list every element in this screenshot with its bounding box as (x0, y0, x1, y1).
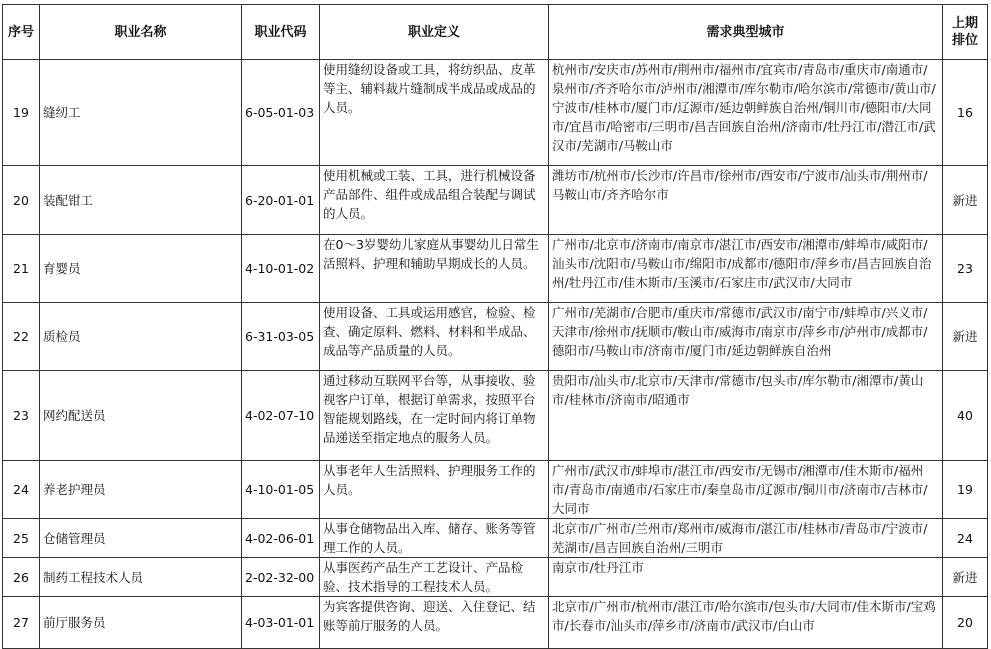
table-header-row (3, 5, 988, 60)
header-rank-line1: 上期 (951, 16, 978, 31)
row-number: 23 (3, 371, 40, 461)
row-number: 26 (3, 558, 40, 597)
typical-cities: 北京市/广州市/兰州市/郑州市/威海市/湛江市/桂林市/青岛市/宁波市/芜湖市/昌吉回族自治州/三明市 (549, 519, 943, 558)
header-name: 职业名称 (40, 5, 242, 60)
occupation-code: 4-10-01-02 (242, 235, 320, 303)
header-definition: 职业定义 (320, 5, 549, 60)
occupation-name: 装配钳工 (40, 166, 242, 235)
previous-rank: 16 (943, 60, 988, 166)
occupation-name: 养老护理员 (40, 461, 242, 519)
typical-cities: 贵阳市/汕头市/北京市/天津市/常德市/包头市/库尔勒市/湘潭市/黄山市/桂林市/济南市/昭通市 (549, 371, 943, 461)
table-row (3, 519, 988, 558)
occupation-definition: 为宾客提供咨询、迎送、入住登记、结账等前厅服务的人员。 (320, 597, 549, 649)
typical-cities: 北京市/广州市/杭州市/湛江市/哈尔滨市/包头市/大同市/佳木斯市/宝鸡市/长春市/汕头市/萍乡市/济南市/武汉市/白山市 (549, 597, 943, 649)
previous-rank: 23 (943, 235, 988, 303)
occupation-code: 4-02-06-01 (242, 519, 320, 558)
table-row (3, 303, 988, 371)
previous-rank: 20 (943, 597, 988, 649)
row-number: 27 (3, 597, 40, 649)
table-row (3, 597, 988, 649)
occupation-definition: 从事老年人生活照料、护理服务工作的人员。 (320, 461, 549, 519)
occupation-name: 质检员 (40, 303, 242, 371)
row-number: 21 (3, 235, 40, 303)
previous-rank: 新进 (943, 303, 988, 371)
header-code: 职业代码 (242, 5, 320, 60)
occupation-ranking-table (2, 4, 988, 649)
typical-cities: 杭州市/安庆市/苏州市/荆州市/福州市/宜宾市/青岛市/重庆市/南通市/泉州市/齐齐哈尔市/泸州市/湘潭市/库尔勒市/哈尔滨市/常德市/黄山市/宁波市/桂林市/厦门市/辽源市/延边朝鲜族自治州/铜川市/德阳市/大同市/宜昌市/哈密市/三明市/昌吉回族自治州/济南市/牡丹江市/潜江市/武汉市/芜湖市/马鞍山市 (549, 60, 943, 166)
occupation-definition: 使用设备、工具或运用感官，检验、检查、确定原料、燃料、材料和半成品、成品等产品质量的人员。 (320, 303, 549, 371)
occupation-code: 4-03-01-01 (242, 597, 320, 649)
typical-cities: 广州市/北京市/济南市/南京市/湛江市/西安市/湘潭市/蚌埠市/咸阳市/汕头市/沈阳市/马鞍山市/绵阳市/成都市/德阳市/萍乡市/昌吉回族自治州/牡丹江市/佳木斯市/玉溪市/石家庄市/武汉市/大同市 (549, 235, 943, 303)
header-cities: 需求典型城市 (549, 5, 943, 60)
row-number: 22 (3, 303, 40, 371)
table-body (3, 60, 988, 649)
occupation-code: 6-31-03-05 (242, 303, 320, 371)
occupation-definition: 使用机械或工装、工具，进行机械设备产品部件、组件或成品组合装配与调试的人员。 (320, 166, 549, 235)
occupation-code: 6-20-01-01 (242, 166, 320, 235)
occupation-name: 仓储管理员 (40, 519, 242, 558)
occupation-code: 4-10-01-05 (242, 461, 320, 519)
occupation-definition: 通过移动互联网平台等，从事接收、验视客户订单，根据订单需求，按照平台智能规划路线，在一定时间内将订单物品递送至指定地点的服务人员。 (320, 371, 549, 461)
occupation-definition: 从事医药产品生产工艺设计、产品检验、技术指导的工程技术人员。 (320, 558, 549, 597)
row-number: 19 (3, 60, 40, 166)
previous-rank: 新进 (943, 166, 988, 235)
occupation-definition: 在0～3岁婴幼儿家庭从事婴幼儿日常生活照料、护理和辅助早期成长的人员。 (320, 235, 549, 303)
occupation-name: 网约配送员 (40, 371, 242, 461)
occupation-definition: 从事仓储物品出入库、储存、账务等管理工作的人员。 (320, 519, 549, 558)
previous-rank: 24 (943, 519, 988, 558)
previous-rank: 40 (943, 371, 988, 461)
occupation-definition: 使用缝纫设备或工具，将纺织品、皮革等主、辅料裁片缝制成半成品或成品的人员。 (320, 60, 549, 166)
occupation-name: 前厅服务员 (40, 597, 242, 649)
row-number: 25 (3, 519, 40, 558)
typical-cities: 潍坊市/杭州市/长沙市/许昌市/徐州市/西安市/宁波市/汕头市/荆州市/马鞍山市/齐齐哈尔市 (549, 166, 943, 235)
header-no: 序号 (3, 5, 40, 60)
occupation-name: 缝纫工 (40, 60, 242, 166)
table-row (3, 235, 988, 303)
table-row (3, 558, 988, 597)
previous-rank: 新进 (943, 558, 988, 597)
table-row (3, 461, 988, 519)
table-row (3, 371, 988, 461)
typical-cities: 广州市/武汉市/蚌埠市/湛江市/西安市/无锡市/湘潭市/佳木斯市/福州市/青岛市/南通市/石家庄市/秦皇岛市/辽源市/铜川市/济南市/吉林市/大同市 (549, 461, 943, 519)
header-previous-rank (943, 5, 988, 60)
header-rank-line2: 排位 (951, 33, 978, 48)
table-row (3, 60, 988, 166)
occupation-code: 6-05-01-03 (242, 60, 320, 166)
occupation-name: 育婴员 (40, 235, 242, 303)
previous-rank: 19 (943, 461, 988, 519)
table-row (3, 166, 988, 235)
row-number: 20 (3, 166, 40, 235)
occupation-name: 制药工程技术人员 (40, 558, 242, 597)
typical-cities: 南京市/牡丹江市 (549, 558, 943, 597)
occupation-code: 4-02-07-10 (242, 371, 320, 461)
typical-cities: 广州市/芜湖市/合肥市/重庆市/常德市/武汉市/南宁市/蚌埠市/兴义市/天津市/徐州市/抚顺市/鞍山市/威海市/南京市/萍乡市/泸州市/成都市/德阳市/马鞍山市/济南市/厦门市/延边朝鲜族自治州 (549, 303, 943, 371)
occupation-code: 2-02-32-00 (242, 558, 320, 597)
row-number: 24 (3, 461, 40, 519)
